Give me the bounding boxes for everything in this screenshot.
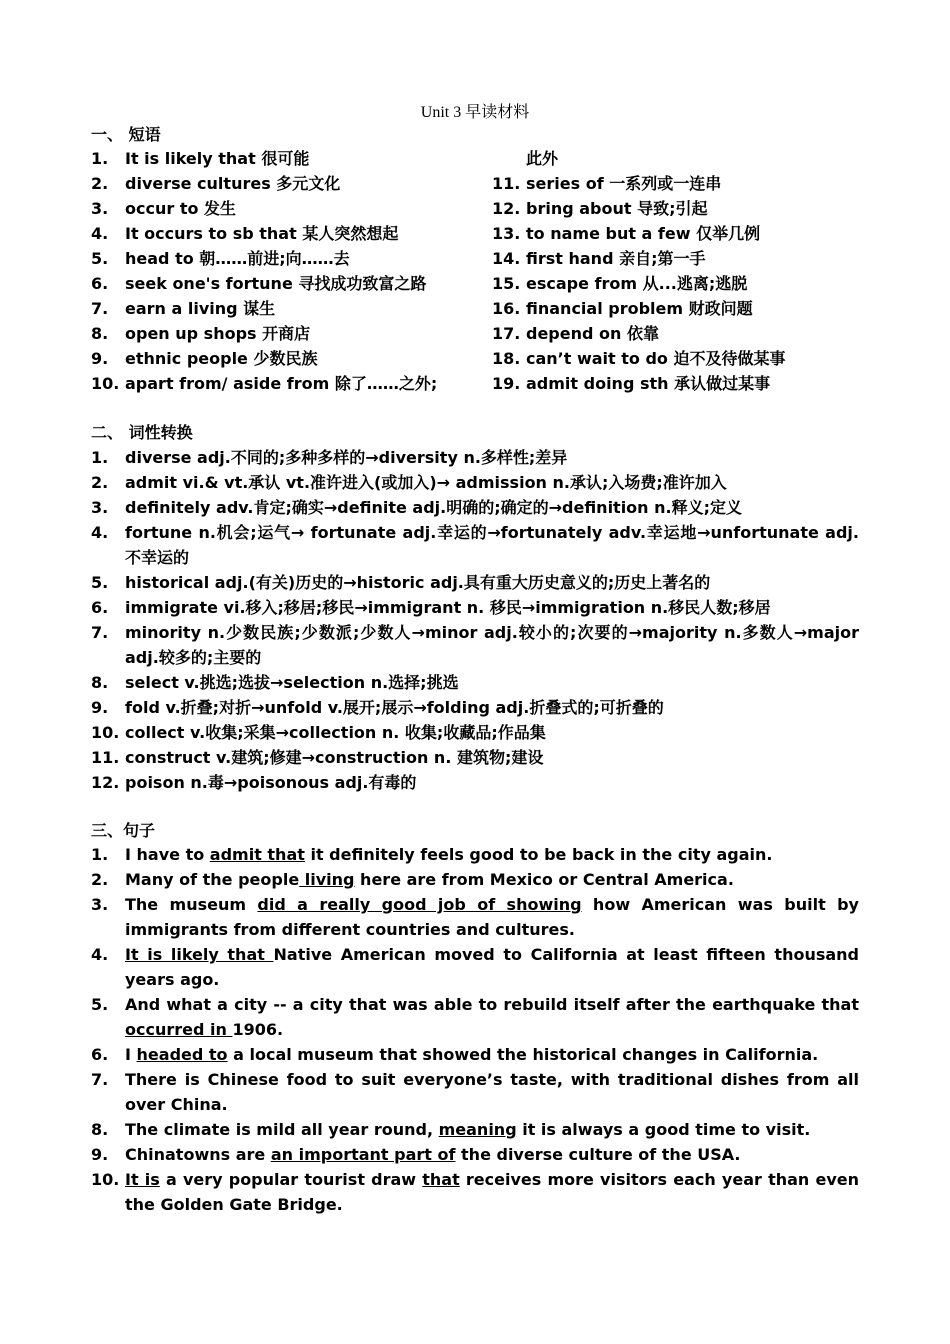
wordform-item <box>91 620 859 670</box>
wordform-item <box>91 745 859 770</box>
sentence-item <box>91 1117 859 1142</box>
item-number: 9. <box>91 698 109 717</box>
item-text <box>125 892 859 942</box>
text-run: Native American moved to California at least fifteen thousand years ago. <box>125 945 860 989</box>
item-number: 4. <box>91 523 109 542</box>
wordform-item <box>91 520 859 570</box>
text-run: how American was built by immigrants from different countries and cultures. <box>125 895 859 939</box>
item-text <box>125 1042 859 1067</box>
item-text <box>125 867 859 892</box>
item-number: 13. <box>492 224 521 243</box>
underlined-phrase: did a really good job of showing <box>257 895 582 914</box>
item-text <box>125 842 859 867</box>
underlined-phrase: headed to <box>136 1045 228 1064</box>
item-number: 1. <box>91 448 109 467</box>
item-number: 9. <box>91 349 109 368</box>
item-number: 10. <box>91 374 120 393</box>
text-run: here are from Mexico or Central America. <box>354 870 734 889</box>
item-text: construct v.建筑;修建→construction n. 建筑物;建设 <box>125 748 544 767</box>
item-number: 3. <box>91 895 109 914</box>
item-number: 8. <box>91 673 109 692</box>
item-text: first hand 亲自;第一手 <box>526 249 706 268</box>
underlined-phrase: It is likely that <box>125 945 274 964</box>
text-run: The museum <box>125 895 258 914</box>
item-text: diverse adj.不同的;多种多样的→diversity n.多样性;差异 <box>125 448 568 467</box>
text-run: it definitely feels good to be back in the city again. <box>304 845 773 864</box>
wordform-item <box>91 695 859 720</box>
text-run: Many of the people <box>125 870 300 889</box>
wordform-item <box>91 445 859 470</box>
item-text: immigrate vi.移入;移居;移民→immigrant n. 移民→immigration n.移民人数;移居 <box>125 598 771 617</box>
item-number: 5. <box>91 249 109 268</box>
item-text: admit vi.& vt.承认 vt.准许进入(或加入)→ admission n.承认;入场费;准许加入 <box>125 473 727 492</box>
item-number: 5. <box>91 995 109 1014</box>
item-number: 12. <box>91 773 120 792</box>
item-text: apart from/ aside from 除了……之外; <box>125 374 438 393</box>
wordform-item <box>91 770 859 795</box>
item-text: bring about 导致;引起 <box>526 199 708 218</box>
item-number: 16. <box>492 299 521 318</box>
item-text: financial problem 财政问题 <box>526 299 753 318</box>
sentence-item <box>91 942 859 992</box>
item-text <box>125 1142 859 1167</box>
sentence-item <box>91 842 859 867</box>
item-number: 8. <box>91 1120 109 1139</box>
item-number: 12. <box>492 199 521 218</box>
wordform-item <box>91 470 859 495</box>
item-number: 3. <box>91 199 109 218</box>
item-text: to name but a few 仅举几例 <box>526 224 761 243</box>
text-run: Chinatowns are <box>125 1145 271 1164</box>
underlined-phrase: meaning <box>438 1120 517 1139</box>
text-run: 1906. <box>232 1020 284 1039</box>
wordform-item <box>91 495 859 520</box>
text-run: a very popular tourist draw <box>159 1170 423 1189</box>
sentence-item <box>91 1142 859 1167</box>
item-text: occur to 发生 <box>125 199 237 218</box>
item-text <box>125 1067 859 1117</box>
item-number: 1. <box>91 845 109 864</box>
item-text: series of 一系列或一连串 <box>526 174 722 193</box>
item-text: escape from 从...逃离;逃脱 <box>526 274 748 293</box>
text-run: receives more visitors each year than even the Golden Gate Bridge. <box>125 1170 860 1214</box>
item-number: 2. <box>91 174 109 193</box>
item-text: head to 朝……前进;向……去 <box>125 249 350 268</box>
underlined-phrase: that <box>422 1170 460 1189</box>
item-number: 15. <box>492 274 521 293</box>
wordform-item <box>91 720 859 745</box>
item-text: diverse cultures 多元文化 <box>125 174 341 193</box>
item-number: 5. <box>91 573 109 592</box>
text-run: it is always a good time to visit. <box>516 1120 811 1139</box>
text-run: The climate is mild all year round, <box>125 1120 439 1139</box>
item-text: poison n.毒→poisonous adj.有毒的 <box>125 773 417 792</box>
underlined-phrase: admit that <box>209 845 305 864</box>
item-number: 3. <box>91 498 109 517</box>
item-text <box>125 942 859 992</box>
item-text <box>125 1167 859 1217</box>
item-text: fold v.折叠;对折→unfold v.展开;展示→folding adj.折叠式的;可折叠的 <box>125 698 664 717</box>
item-number: 9. <box>91 1145 109 1164</box>
text-run: There is Chinese food to suit everyone’s taste, with traditional dishes from all over China. <box>125 1070 859 1114</box>
item-text: historical adj.(有关)历史的→historic adj.具有重大历史意义的;历史上著名的 <box>125 573 711 592</box>
item-number: 6. <box>91 1045 109 1064</box>
text-run: the diverse culture of the USA. <box>455 1145 741 1164</box>
sentence-item <box>91 1167 859 1217</box>
item-number: 4. <box>91 224 109 243</box>
sentence-item <box>91 992 859 1042</box>
item-number: 6. <box>91 274 109 293</box>
underlined-phrase: It is <box>125 1170 160 1189</box>
sentence-item <box>91 1042 859 1067</box>
item-number: 1. <box>91 149 109 168</box>
item-text <box>125 992 859 1042</box>
item-text: open up shops 开商店 <box>125 324 311 343</box>
item-number: 8. <box>91 324 109 343</box>
item-text: fortune n.机会;运气→ fortunate adj.幸运的→fortunately adv.幸运地→unfortunate adj.不幸运的 <box>125 523 859 567</box>
underlined-phrase: occurred in <box>125 1020 233 1039</box>
item-text: depend on 依靠 <box>526 324 659 343</box>
wordform-item <box>91 595 859 620</box>
item-number: 6. <box>91 598 109 617</box>
item-number: 14. <box>492 249 521 268</box>
text-run: a local museum that showed the historical changes in California. <box>227 1045 819 1064</box>
item-text: admit doing sth 承认做过某事 <box>526 374 771 393</box>
sentence-item <box>91 867 859 892</box>
item-text: It is likely that 很可能 <box>125 149 310 168</box>
item-number: 2. <box>91 473 109 492</box>
page-title: Unit 3 早读材料 <box>420 104 530 121</box>
item-text: definitely adv.肯定;确实→definite adj.明确的;确定的→definition n.释义;定义 <box>125 498 743 517</box>
item-number: 4. <box>91 945 109 964</box>
item-text: seek one's fortune 寻找成功致富之路 <box>125 274 427 293</box>
item-text: earn a living 谋生 <box>125 299 276 318</box>
item-number: 10. <box>91 1170 120 1189</box>
item-text <box>125 1117 859 1142</box>
item-number: 7. <box>91 1070 109 1089</box>
item-number: 11. <box>492 174 521 193</box>
item-number: 18. <box>492 349 521 368</box>
item-number: 2. <box>91 870 109 889</box>
section-heading-wordforms: 二、 词性转换 <box>91 423 193 442</box>
item-number: 19. <box>492 374 521 393</box>
text-run: I have to <box>125 845 210 864</box>
phrase-continuation: 此外 <box>526 149 559 168</box>
item-text: select v.挑选;选拔→selection n.选择;挑选 <box>125 673 459 692</box>
section-heading-phrases: 一、 短语 <box>91 125 161 144</box>
item-text: collect v.收集;采集→collection n. 收集;收藏品;作品集 <box>125 723 546 742</box>
wordform-item <box>91 570 859 595</box>
sentence-item <box>91 892 859 942</box>
item-number: 11. <box>91 748 120 767</box>
item-number: 17. <box>492 324 521 343</box>
item-text: minority n.少数民族;少数派;少数人→minor adj.较小的;次要的→majority n.多数人→major adj.较多的;主要的 <box>125 623 859 667</box>
wordform-item <box>91 670 859 695</box>
text-run: And what a city -- a city that was able to rebuild itself after the earthquake that <box>125 995 859 1014</box>
item-text: can’t wait to do 迫不及待做某事 <box>526 349 786 368</box>
item-text: ethnic people 少数民族 <box>125 349 318 368</box>
section-heading-sentences: 三、句子 <box>91 821 156 840</box>
sentence-item <box>91 1067 859 1117</box>
item-number: 10. <box>91 723 120 742</box>
item-number: 7. <box>91 623 109 642</box>
underlined-phrase: living <box>299 870 355 889</box>
underlined-phrase: an important part of <box>270 1145 456 1164</box>
item-number: 7. <box>91 299 109 318</box>
text-run: I <box>125 1045 137 1064</box>
item-text: It occurs to sb that 某人突然想起 <box>125 224 399 243</box>
